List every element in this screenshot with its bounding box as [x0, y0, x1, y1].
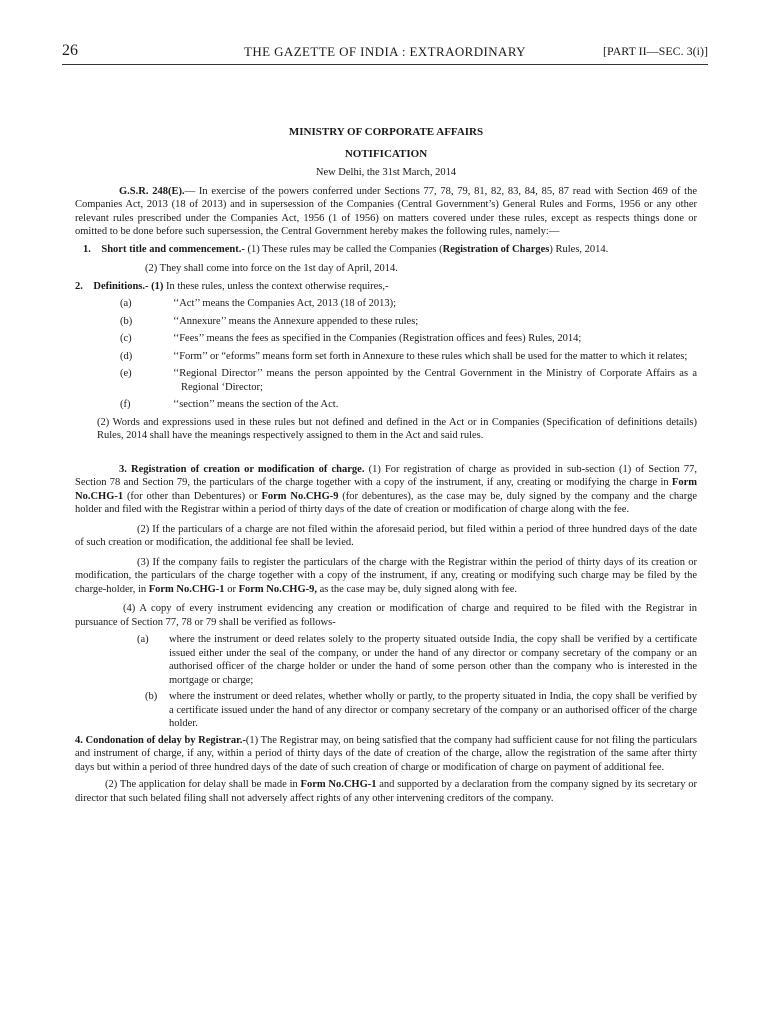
notification-date: New Delhi, the 31st March, 2014 [315, 167, 457, 178]
gsr-reference: G.S.R. 248(E). [119, 185, 185, 197]
form-chg1-ref: Form No.CHG-1 [148, 583, 225, 595]
page-number: 26 [62, 42, 78, 59]
rule-3-para-2: (2) If the particulars of a charge are not filed within the aforesaid period, but filed within a period of three hundred days of the date of such creation or modification, the additional fee shall be levied. [75, 523, 697, 548]
rule-1-number: 1. [83, 243, 91, 255]
rule-3-p1-text-c: (for debentures), as the case may be, duly signed by the company and the charge holder and filed with the Registrar within a period of thirty days of the date of creation or modification of charge along with the fee. [75, 490, 697, 515]
verification-list [75, 633, 697, 731]
rule-4-para-1 [75, 734, 697, 775]
rule-4-p2-text-b: and supported by a declaration from the company signed by its secretary or director that such belated filing shall not adversely affect rights of any other intervening creditors of the company. [75, 779, 697, 804]
rule-1-title-bold: Registration of Charges [442, 243, 550, 255]
rule-1 [75, 243, 697, 257]
rule-3-p3-or: or [224, 583, 239, 595]
form-chg9-ref: Form No.CHG-9, [238, 583, 318, 595]
rule-1-text: (1) These rules may be called the Companies ( [244, 243, 443, 255]
rule-4-p2-text: (2) The application for delay shall be made in [105, 779, 301, 790]
document-body [75, 126, 697, 805]
rule-3-para-1 [75, 463, 697, 517]
rule-1-text-end: ) Rules, 2014. [549, 243, 609, 255]
rule-3-p1-text: (1) For registration of charge as provided in sub-section (1) of Section 77, Section 78 and Section 79, the particulars of the charge together with a copy of the instrument, if any, creating or modifying the charge in [75, 463, 697, 488]
rule-3-p1-text-b: (for other than Debentures) or [123, 490, 262, 502]
verification-item [75, 633, 697, 687]
definition-text: ‘‘Fees’’ means the fees as specified in the Companies (Registration offices and fees) Rules, 2014; [173, 333, 582, 344]
definition-text: ‘‘Annexure’’ means the Annexure appended to these rules; [173, 315, 419, 327]
verification-item [75, 690, 697, 731]
rule-4-para-2 [75, 778, 697, 805]
rule-3-heading: 3. Registration of creation or modification of charge. [119, 463, 365, 475]
preamble [75, 185, 697, 239]
form-chg1-ref: Form No.CHG-1 [75, 477, 697, 502]
definition-label: (e) [120, 368, 132, 379]
rule-1-heading: Short title and commencement.- [101, 243, 245, 255]
rule-3-para-4: (4) A copy of every instrument evidencing any creation or modification of charge and required to be filed with the Registrar in pursuance of Section 77, 78 or 79 shall be verified as follows- [75, 603, 697, 628]
rule-4-p1-text: (1) The Registrar may, on being satisfied that the company had sufficient cause for not filing the particulars and instrument of charge, if any, within a period of thirty days of the date of creation of the charge, allow the registration of the same after thirty days but within a period of three hundred days of the date of such creation of charge or modification of charge on payment of additional fee. [75, 734, 697, 773]
definition-text: ‘‘Form’’ or “eforms” means form set forth in Annexure to these rules which shall be used for the matter to which it relates; [173, 350, 688, 362]
definition-label: (b) [120, 315, 133, 327]
notification-heading: NOTIFICATION [344, 147, 428, 160]
rule-3-para-3 [75, 556, 697, 597]
definition-text: ‘‘section’’ means the section of the Act. [173, 399, 339, 410]
gazette-title: THE GAZETTE OF INDIA : EXTRAORDINARY [244, 44, 526, 59]
definition-label: (f) [120, 399, 131, 410]
rule-2-intro: In these rules, unless the context otherwise requires,- [163, 280, 389, 292]
part-section: [PART II—SEC. 3(i)] [603, 44, 708, 58]
rule-1-sub-2: (2) They shall come into force on the 1st day of April, 2014. [145, 263, 398, 274]
rule-3-p3-text-b: as the case may be, duly signed along with fee. [317, 583, 518, 595]
definition-item [75, 398, 697, 412]
rule-4-heading: 4. Condonation of delay by Registrar.- [75, 734, 246, 746]
definitions-list [75, 297, 697, 412]
definition-text: ‘‘Act’’ means the Companies Act, 2013 (18 of 2013); [173, 298, 397, 309]
verification-text: where the instrument or deed relates, whether wholly or partly, to the property situated in India, the copy shall be verified by a certificate issued under the hand of any director or company secretary of the company or an authorised officer of the charge holder. [169, 691, 697, 729]
ministry-heading: MINISTRY OF CORPORATE AFFAIRS [288, 126, 484, 138]
definition-label: (a) [120, 298, 132, 309]
rule-2 [75, 280, 697, 294]
definition-text: ‘‘Regional Director’’ means the person appointed by the Central Government in the Ministry of Corporate Affairs as a Regional ‘Director; [173, 368, 697, 393]
rule-3-p3-text: (3) If the company fails to register the particulars of the charge with the Registrar within the period of thirty days of its creation or modification, the particulars of the charge together with a copy of the instrument, if any, creating or modifying such charge may be filed by the charge-holder, in [75, 556, 697, 595]
form-chg1-ref: Form No.CHG-1 [300, 779, 377, 790]
definition-item [75, 297, 697, 311]
rule-2-number: 2. [75, 280, 83, 292]
definition-label: (d) [120, 350, 133, 362]
form-chg9-ref: Form No.CHG-9 [261, 490, 339, 502]
verification-label: (b) [145, 691, 158, 702]
rule-2-para-2: (2) Words and expressions used in these rules but not defined and defined in the Act or in Companies (Specification of definitions details) Rules, 2014 shall have the meanings respectively assigned to them in the Act and said rules. [97, 416, 697, 441]
page-header [62, 42, 708, 62]
verification-text: where the instrument or deed relates solely to the property situated outside India, the copy shall be verified by a certificate issued either under the seal of the company, or under the hand of any director or company secretary of the company or an authorised officer of the charge holder or under the hand of some person other than the company who is interested in the mortgage or charge; [169, 634, 697, 686]
header-rule [62, 64, 708, 65]
verification-label: (a) [137, 634, 149, 645]
definition-item [75, 315, 697, 329]
definition-label: (c) [120, 333, 132, 344]
definition-item [75, 350, 697, 364]
definition-item [75, 332, 697, 346]
definition-item [75, 367, 697, 394]
rule-2-heading: Definitions.- (1) [93, 280, 164, 292]
preamble-text: — In exercise of the powers conferred under Sections 77, 78, 79, 81, 82, 83, 84, 85, 87 read with Section 469 of the Companies Act, 2013 (18 of 2013) and in supersession of the Companies (Central Government’s) General Rules and Forms, 1956 or any other relevant rules prescribed under the Companies Act, 1956 (1 of 1956) on matters covered under these rules, except as respects things done or omitted to be done before such supersession, the Central Government hereby makes the following rules, namely:— [75, 185, 697, 237]
